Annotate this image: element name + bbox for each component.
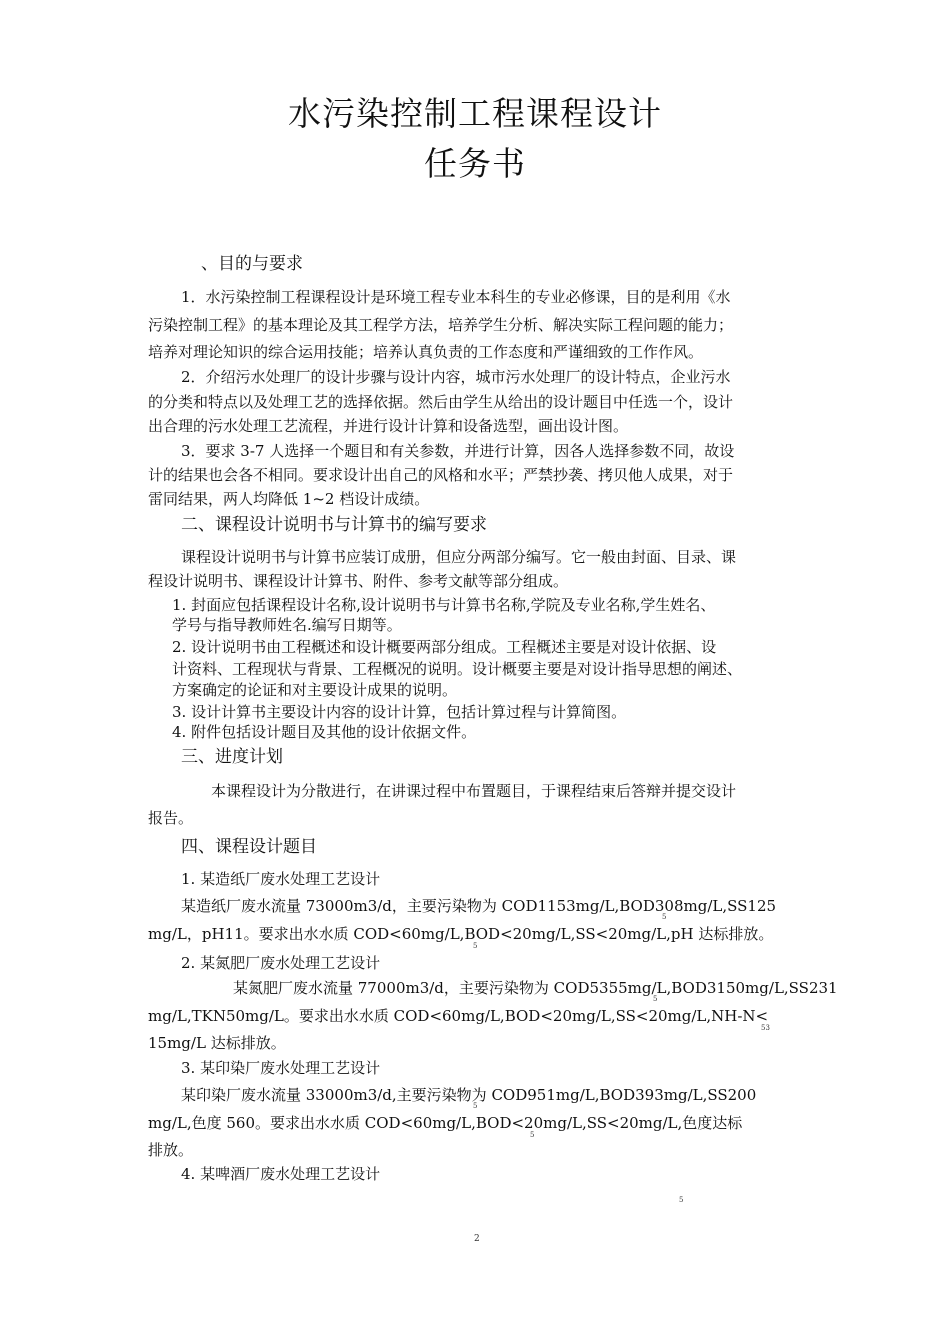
- subscript-mark: 5: [530, 1131, 535, 1139]
- paragraph-line: 课程设计说明书与计算书应装订成册，但应分两部分编写。它一般由封面、目录、课: [181, 548, 737, 566]
- list-item-line: 4. 附件包括设计题目及其他的设计依据文件。: [172, 723, 477, 741]
- topic-line: 某氮肥厂废水流量 77000m3/d，主要污染物为 COD5355mg/L,BOD3150mg/L,SS231: [233, 979, 838, 997]
- subscript-mark: 5: [473, 1102, 478, 1110]
- doc-title-line2: 任务书: [424, 144, 526, 183]
- list-item-line: 计资料、工程现状与背景、工程概况的说明。设计概要主要是对设计指导思想的阐述、: [172, 660, 743, 678]
- paragraph-line: 3．要求 3-7 人选择一个题目和有关参数，并进行计算，因各人选择参数不同，故设: [181, 442, 735, 460]
- section3-heading: 三、进度计划: [181, 747, 283, 767]
- paragraph-line: 程设计说明书、课程设计计算书、附件、参考文献等部分组成。: [148, 572, 569, 590]
- topic-title: 4. 某啤酒厂废水处理工艺设计: [181, 1165, 381, 1183]
- list-item-line: 学号与指导教师姓名.编写日期等。: [172, 616, 402, 634]
- subscript-mark: 5: [679, 1196, 684, 1204]
- topic-line: mg/L,色度 560。要求出水水质 COD<60mg/L,BOD<20mg/L,SS<20mg/L,色度达标: [148, 1114, 743, 1132]
- list-item-line: 3. 设计计算书主要设计内容的设计计算，包括计算过程与计算简图。: [172, 703, 627, 721]
- subscript-mark: 5: [653, 995, 658, 1003]
- topic-line: 排放。: [148, 1141, 194, 1159]
- topic-line: mg/L,TKN50mg/L。要求出水水质 COD<60mg/L,BOD<20mg/L,SS<20mg/L,NH-N<: [148, 1007, 769, 1025]
- paragraph-line: 2．介绍污水处理厂的设计步骤与设计内容，城市污水处理厂的设计特点，企业污水: [181, 368, 731, 386]
- list-item-line: 1. 封面应包括课程设计名称,设计说明书与计算书名称,学院及专业名称,学生姓名、: [172, 596, 716, 614]
- section4-heading: 四、课程设计题目: [181, 837, 317, 857]
- paragraph-line: 本课程设计为分散进行，在讲课过程中布置题目，于课程结束后答辩并提交设计: [211, 782, 737, 800]
- section1-heading: 、目的与要求: [201, 254, 303, 274]
- paragraph-line: 的分类和特点以及处理工艺的选择依据。然后由学生从给出的设计题目中任选一个，设计: [148, 393, 734, 411]
- paragraph-line: 报告。: [148, 809, 194, 827]
- subscript-mark: 5: [473, 942, 478, 950]
- paragraph-line: 污染控制工程》的基本理论及其工程学方法，培养学生分析、解决实际工程问题的能力；: [148, 316, 734, 334]
- subscript-mark: 53: [761, 1024, 770, 1032]
- topic-title: 1. 某造纸厂废水处理工艺设计: [181, 870, 381, 888]
- list-item-line: 方案确定的论证和对主要设计成果的说明。: [172, 681, 458, 699]
- list-item-line: 2. 设计说明书由工程概述和设计概要两部分组成。工程概述主要是对设计依据、设: [172, 638, 717, 656]
- topic-title: 2. 某氮肥厂废水处理工艺设计: [181, 954, 381, 972]
- paragraph-line: 雷同结果，两人均降低 1~2 档设计成绩。: [148, 490, 430, 508]
- doc-title-line1: 水污染控制工程课程设计: [288, 94, 662, 133]
- subscript-mark: 5: [662, 913, 667, 921]
- topic-line: 某造纸厂废水流量 73000m3/d，主要污染物为 COD1153mg/L,BOD308mg/L,SS125: [181, 897, 777, 915]
- paragraph-line: 计的结果也会各不相同。要求设计出自己的风格和水平；严禁抄袭、拷贝他人成果，对于: [148, 466, 734, 484]
- topic-line: 某印染厂废水流量 33000m3/d,主要污染物为 COD951mg/L,BOD393mg/L,SS200: [181, 1086, 757, 1104]
- topic-line: 15mg/L 达标排放。: [148, 1034, 286, 1052]
- paragraph-line: 1．水污染控制工程课程设计是环境工程专业本科生的专业必修课，目的是利用《水: [181, 288, 731, 306]
- paragraph-line: 出合理的污水处理工艺流程，并进行设计计算和设备选型，画出设计图。: [148, 417, 629, 435]
- page-number: 2: [474, 1234, 480, 1244]
- topic-line: mg/L，pH11。要求出水水质 COD<60mg/L,BOD<20mg/L,SS<20mg/L,pH 达标排放。: [148, 925, 774, 943]
- topic-title: 3. 某印染厂废水处理工艺设计: [181, 1059, 381, 1077]
- paragraph-line: 培养对理论知识的综合运用技能；培养认真负责的工作态度和严谨细致的工作作风。: [148, 343, 704, 361]
- section2-heading: 二、课程设计说明书与计算书的编写要求: [181, 515, 487, 535]
